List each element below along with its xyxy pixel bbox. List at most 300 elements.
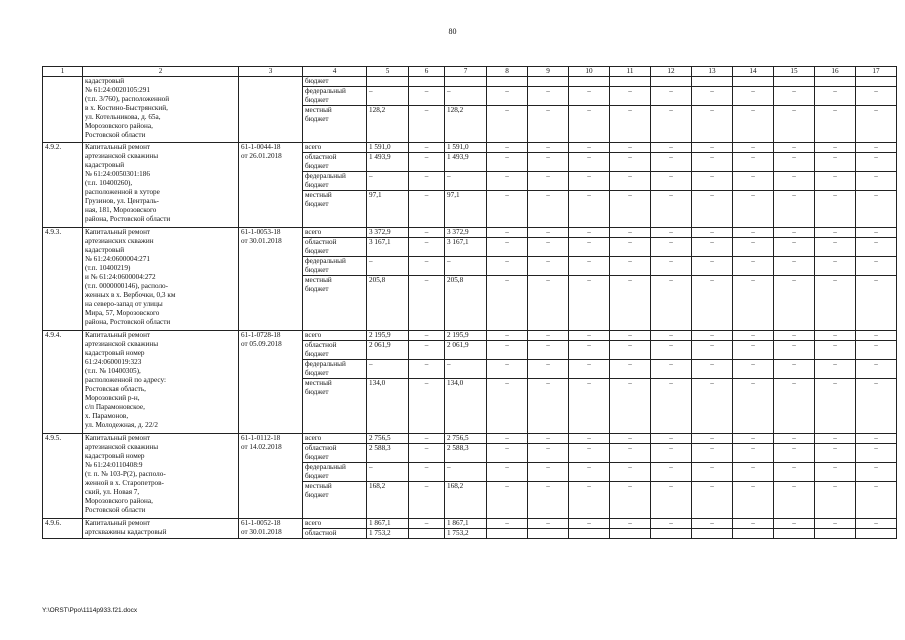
description-line: х. Парамонов, (85, 412, 129, 420)
description-line: Капитальный ремонт (85, 228, 151, 236)
amount-c10: – (569, 143, 610, 153)
amount-c5: – (367, 360, 409, 379)
amount-c11: – (610, 379, 651, 434)
amount-c13: – (692, 153, 733, 172)
column-header-cell: 14 (733, 67, 774, 77)
funding-source-line: бюджет (305, 77, 329, 85)
amount-c9: – (528, 276, 569, 331)
amount-c15: – (774, 172, 815, 191)
funding-source-line: бюджет (305, 369, 329, 377)
budget-table (42, 66, 897, 539)
page-number: 80 (448, 27, 457, 36)
funding-source (303, 257, 367, 276)
amount-c13: – (692, 191, 733, 228)
column-header-cell: 16 (815, 67, 856, 77)
description-line: Ростовской области (85, 506, 146, 514)
amount-c16: – (815, 238, 856, 257)
amount-c14: – (733, 238, 774, 257)
amount-c7: 2 588,3 (445, 444, 487, 463)
funding-source-line: бюджет (305, 388, 329, 396)
amount-c5: 97,1 (367, 191, 409, 228)
amount-c15 (774, 529, 815, 539)
amount-c17: – (856, 257, 897, 276)
amount-c15 (774, 77, 815, 87)
amount-c17 (856, 77, 897, 87)
description-line: района, Ростовской области (85, 215, 171, 223)
description-line: артезианской скважины (85, 443, 159, 451)
amount-c5: 205,8 (367, 276, 409, 331)
funding-source (303, 379, 367, 434)
amount-c7: – (445, 360, 487, 379)
amount-c17: – (856, 360, 897, 379)
column-header-cell: 10 (569, 67, 610, 77)
item-number: 4.9.6. (43, 519, 83, 539)
amount-c14: – (733, 360, 774, 379)
description-line: кадастровый (85, 246, 125, 254)
funding-source-line: бюджет (305, 96, 329, 104)
amount-c15: – (774, 331, 815, 341)
amount-c17: – (856, 341, 897, 360)
funding-source-line: бюджет (305, 247, 329, 255)
amount-c12: – (651, 106, 692, 143)
document-reference-line: 61-1-0112-18 (241, 434, 281, 442)
table-row (43, 228, 897, 238)
column-header-cell: 11 (610, 67, 651, 77)
amount-c15: – (774, 143, 815, 153)
amount-c14: – (733, 106, 774, 143)
amount-c7: 1 493,9 (445, 153, 487, 172)
amount-c6: – (409, 482, 445, 519)
amount-c11: – (610, 87, 651, 106)
amount-c17 (856, 529, 897, 539)
amount-c10: – (569, 238, 610, 257)
amount-c6: – (409, 143, 445, 153)
amount-c6: – (409, 463, 445, 482)
amount-c12: – (651, 434, 692, 444)
amount-c13: – (692, 463, 733, 482)
amount-c5: 1 591,0 (367, 143, 409, 153)
amount-c12: – (651, 331, 692, 341)
funding-source-line: бюджет (305, 350, 329, 358)
amount-c8: – (487, 276, 528, 331)
amount-c8: – (487, 153, 528, 172)
amount-c10: – (569, 172, 610, 191)
item-description (83, 434, 239, 519)
amount-c15: – (774, 228, 815, 238)
funding-source-line: областной (305, 153, 337, 161)
description-line: Ростовской области (85, 131, 146, 139)
amount-c6 (409, 77, 445, 87)
amount-c7: 1 753,2 (445, 529, 487, 539)
funding-source-line: бюджет (305, 181, 329, 189)
amount-c16: – (815, 257, 856, 276)
description-line: ул. Котельникова, д. 65а, (85, 113, 161, 121)
amount-c10: – (569, 482, 610, 519)
amount-c16: – (815, 331, 856, 341)
amount-c11: – (610, 276, 651, 331)
amount-c15: – (774, 482, 815, 519)
funding-source (303, 519, 367, 529)
description-line: (т.п. 10400219) (85, 264, 131, 272)
amount-c8: – (487, 331, 528, 341)
amount-c9: – (528, 191, 569, 228)
amount-c14: – (733, 434, 774, 444)
amount-c7: 128,2 (445, 106, 487, 143)
amount-c17: – (856, 331, 897, 341)
amount-c13: – (692, 143, 733, 153)
description-line: в х. Костино-Быстрянский, (85, 104, 168, 112)
funding-source-line: всего (305, 434, 322, 442)
amount-c11: – (610, 434, 651, 444)
amount-c17: – (856, 153, 897, 172)
description-line: ский, ул. Новая 7, (85, 488, 140, 496)
amount-c13 (692, 529, 733, 539)
amount-c15: – (774, 257, 815, 276)
funding-source-line: федеральный (305, 463, 346, 471)
amount-c5: 1 867,1 (367, 519, 409, 529)
amount-c7: – (445, 463, 487, 482)
description-line: (т. п. № 103-Р(2), располо- (85, 470, 166, 478)
amount-c13: – (692, 519, 733, 529)
document-reference-line: от 30.01.2018 (241, 528, 282, 536)
amount-c16: – (815, 191, 856, 228)
amount-c17: – (856, 379, 897, 434)
amount-c13: – (692, 106, 733, 143)
amount-c7: 2 756,5 (445, 434, 487, 444)
amount-c16 (815, 77, 856, 87)
description-line: (т.п. № 10400305), (85, 367, 141, 375)
amount-c5: 168,2 (367, 482, 409, 519)
funding-source (303, 331, 367, 341)
amount-c8: – (487, 341, 528, 360)
amount-c8: – (487, 482, 528, 519)
document-reference-line: 61-1-0044-18 (241, 143, 281, 151)
amount-c17: – (856, 463, 897, 482)
item-number: 4.9.4. (43, 331, 83, 434)
amount-c15: – (774, 444, 815, 463)
item-number (43, 77, 83, 143)
amount-c13: – (692, 360, 733, 379)
amount-c17: – (856, 143, 897, 153)
table-row (43, 77, 897, 87)
amount-c5: 1 493,9 (367, 153, 409, 172)
amount-c14: – (733, 257, 774, 276)
description-line: Капитальный ремонт (85, 143, 151, 151)
amount-c10: – (569, 257, 610, 276)
amount-c12: – (651, 482, 692, 519)
document-reference-line: 61-1-0053-18 (241, 228, 281, 236)
amount-c5: 2 061,9 (367, 341, 409, 360)
amount-c6: – (409, 276, 445, 331)
amount-c16: – (815, 276, 856, 331)
amount-c6: – (409, 257, 445, 276)
amount-c14: – (733, 143, 774, 153)
amount-c7: 205,8 (445, 276, 487, 331)
amount-c11: – (610, 519, 651, 529)
description-line: (т.п. 10400260), (85, 179, 133, 187)
description-line: № 61:24:0110408:9 (85, 461, 143, 469)
amount-c9: – (528, 257, 569, 276)
description-line: Морозовского района, (85, 122, 153, 130)
funding-source-line: областной (305, 444, 337, 452)
amount-c10: – (569, 331, 610, 341)
amount-c6: – (409, 444, 445, 463)
amount-c10: – (569, 463, 610, 482)
amount-c16: – (815, 379, 856, 434)
amount-c16: – (815, 341, 856, 360)
amount-c14: – (733, 444, 774, 463)
amount-c10: – (569, 341, 610, 360)
description-line: кадастровый номер (85, 349, 145, 357)
amount-c9: – (528, 143, 569, 153)
amount-c9: – (528, 331, 569, 341)
funding-source (303, 228, 367, 238)
amount-c15: – (774, 341, 815, 360)
description-line: Морозовского района, (85, 497, 153, 505)
amount-c11: – (610, 331, 651, 341)
amount-c15: – (774, 434, 815, 444)
description-line: кадастровый номер (85, 452, 145, 460)
amount-c16: – (815, 106, 856, 143)
funding-source-line: всего (305, 331, 322, 339)
funding-source-line: местный (305, 276, 332, 284)
amount-c16: – (815, 463, 856, 482)
amount-c5: 3 167,1 (367, 238, 409, 257)
amount-c7: – (445, 172, 487, 191)
amount-c10 (569, 529, 610, 539)
amount-c17: – (856, 238, 897, 257)
amount-c13: – (692, 276, 733, 331)
amount-c9: – (528, 153, 569, 172)
funding-source-line: бюджет (305, 453, 329, 461)
table-row (43, 519, 897, 529)
amount-c9: – (528, 434, 569, 444)
amount-c16: – (815, 228, 856, 238)
amount-c16: – (815, 153, 856, 172)
amount-c11 (610, 529, 651, 539)
column-header-cell: 5 (367, 67, 409, 77)
funding-source (303, 434, 367, 444)
amount-c11: – (610, 482, 651, 519)
description-line: и № 61:24:0600004:272 (85, 273, 156, 281)
description-line: Капитальный ремонт (85, 519, 151, 527)
amount-c12: – (651, 341, 692, 360)
column-header-cell: 6 (409, 67, 445, 77)
item-number: 4.9.3. (43, 228, 83, 331)
funding-source (303, 172, 367, 191)
amount-c13: – (692, 331, 733, 341)
amount-c12: – (651, 143, 692, 153)
amount-c5: 2 195,9 (367, 331, 409, 341)
amount-c9: – (528, 482, 569, 519)
amount-c13: – (692, 379, 733, 434)
amount-c15: – (774, 106, 815, 143)
amount-c14: – (733, 341, 774, 360)
amount-c5: – (367, 463, 409, 482)
document-reference (239, 77, 303, 143)
amount-c7: 1 867,1 (445, 519, 487, 529)
amount-c12: – (651, 360, 692, 379)
description-line: на северо-запад от улицы (85, 300, 163, 308)
amount-c9: – (528, 172, 569, 191)
amount-c5: 3 372,9 (367, 228, 409, 238)
amount-c15: – (774, 153, 815, 172)
amount-c6: – (409, 434, 445, 444)
funding-source (303, 463, 367, 482)
column-header-cell: 12 (651, 67, 692, 77)
amount-c12: – (651, 238, 692, 257)
amount-c14: – (733, 482, 774, 519)
description-line: расположенной в хуторе (85, 188, 160, 196)
description-line: Мира, 57, Морозовского (85, 309, 160, 317)
funding-source (303, 276, 367, 331)
amount-c6: – (409, 153, 445, 172)
description-line: артскважины кадастровый (85, 528, 167, 536)
funding-source (303, 191, 367, 228)
amount-c16: – (815, 434, 856, 444)
funding-source-line: бюджет (305, 285, 329, 293)
amount-c7: 168,2 (445, 482, 487, 519)
amount-c13: – (692, 228, 733, 238)
description-line: Грузинов, ул. Централь- (85, 197, 159, 205)
funding-source-line: местный (305, 379, 332, 387)
amount-c13 (692, 77, 733, 87)
amount-c13: – (692, 444, 733, 463)
funding-source (303, 238, 367, 257)
table-row (43, 143, 897, 153)
column-header-cell: 9 (528, 67, 569, 77)
document-reference-line: 61-1-0052-18 (241, 519, 281, 527)
funding-source-line: федеральный (305, 360, 346, 368)
description-line: артезианских скважин (85, 237, 154, 245)
amount-c6: – (409, 238, 445, 257)
description-line: (т.п. 3/760), расположенной (85, 95, 170, 103)
amount-c14: – (733, 331, 774, 341)
amount-c8 (487, 77, 528, 87)
funding-source-line: федеральный (305, 172, 346, 180)
amount-c8: – (487, 379, 528, 434)
amount-c9: – (528, 341, 569, 360)
amount-c11: – (610, 238, 651, 257)
amount-c9: – (528, 519, 569, 529)
funding-source-line: бюджет (305, 491, 329, 499)
amount-c13: – (692, 434, 733, 444)
amount-c7: 1 591,0 (445, 143, 487, 153)
amount-c10: – (569, 519, 610, 529)
funding-source (303, 341, 367, 360)
description-line: района, Ростовской области (85, 318, 171, 326)
amount-c6: – (409, 172, 445, 191)
amount-c10: – (569, 153, 610, 172)
amount-c5 (367, 77, 409, 87)
amount-c8: – (487, 106, 528, 143)
document-reference-line: от 14.02.2018 (241, 443, 282, 451)
amount-c6: – (409, 191, 445, 228)
amount-c17: – (856, 172, 897, 191)
amount-c15: – (774, 191, 815, 228)
amount-c11: – (610, 444, 651, 463)
amount-c10: – (569, 434, 610, 444)
description-line: кадастровый (85, 77, 125, 85)
document-reference (239, 143, 303, 228)
amount-c15: – (774, 238, 815, 257)
amount-c14 (733, 77, 774, 87)
description-line: артезианской скважины (85, 340, 159, 348)
amount-c6: – (409, 228, 445, 238)
column-header-cell: 3 (239, 67, 303, 77)
description-line: с/п Парамоновское, (85, 403, 145, 411)
amount-c11: – (610, 257, 651, 276)
amount-c5: – (367, 172, 409, 191)
item-number: 4.9.2. (43, 143, 83, 228)
amount-c17: – (856, 276, 897, 331)
amount-c14: – (733, 463, 774, 482)
description-line: женных в х. Вербочки, 0,3 км (85, 291, 176, 299)
item-description (83, 143, 239, 228)
amount-c5: 1 753,2 (367, 529, 409, 539)
item-description (83, 519, 239, 539)
amount-c10: – (569, 87, 610, 106)
amount-c16: – (815, 444, 856, 463)
amount-c11: – (610, 463, 651, 482)
amount-c16 (815, 529, 856, 539)
amount-c7: – (445, 257, 487, 276)
column-header-cell: 13 (692, 67, 733, 77)
amount-c9: – (528, 463, 569, 482)
funding-source (303, 360, 367, 379)
description-line: ул. Молодежная, д. 22/2 (85, 421, 158, 429)
amount-c8: – (487, 143, 528, 153)
amount-c5: 2 756,5 (367, 434, 409, 444)
amount-c15: – (774, 379, 815, 434)
document-reference (239, 519, 303, 539)
amount-c8: – (487, 463, 528, 482)
amount-c15: – (774, 276, 815, 331)
amount-c5: – (367, 257, 409, 276)
amount-c10: – (569, 106, 610, 143)
funding-source-line: местный (305, 106, 332, 114)
amount-c7: 97,1 (445, 191, 487, 228)
amount-c9: – (528, 238, 569, 257)
description-line: артезианской скважины (85, 152, 159, 160)
description-line: № 61:24:0050301:186 (85, 170, 150, 178)
document-reference (239, 331, 303, 434)
amount-c16: – (815, 482, 856, 519)
funding-source (303, 106, 367, 143)
amount-c13: – (692, 238, 733, 257)
amount-c17: – (856, 191, 897, 228)
table-row (43, 434, 897, 444)
item-number: 4.9.5. (43, 434, 83, 519)
amount-c12: – (651, 228, 692, 238)
document-reference (239, 228, 303, 331)
amount-c12: – (651, 153, 692, 172)
amount-c16: – (815, 360, 856, 379)
column-header-cell: 15 (774, 67, 815, 77)
amount-c17: – (856, 482, 897, 519)
funding-source (303, 87, 367, 106)
amount-c7: 134,0 (445, 379, 487, 434)
amount-c10: – (569, 276, 610, 331)
amount-c8: – (487, 87, 528, 106)
amount-c9: – (528, 360, 569, 379)
amount-c16: – (815, 519, 856, 529)
item-description (83, 77, 239, 143)
description-line: (т.п. 0000000146), располо- (85, 282, 169, 290)
item-description (83, 331, 239, 434)
amount-c9: – (528, 228, 569, 238)
amount-c9: – (528, 444, 569, 463)
